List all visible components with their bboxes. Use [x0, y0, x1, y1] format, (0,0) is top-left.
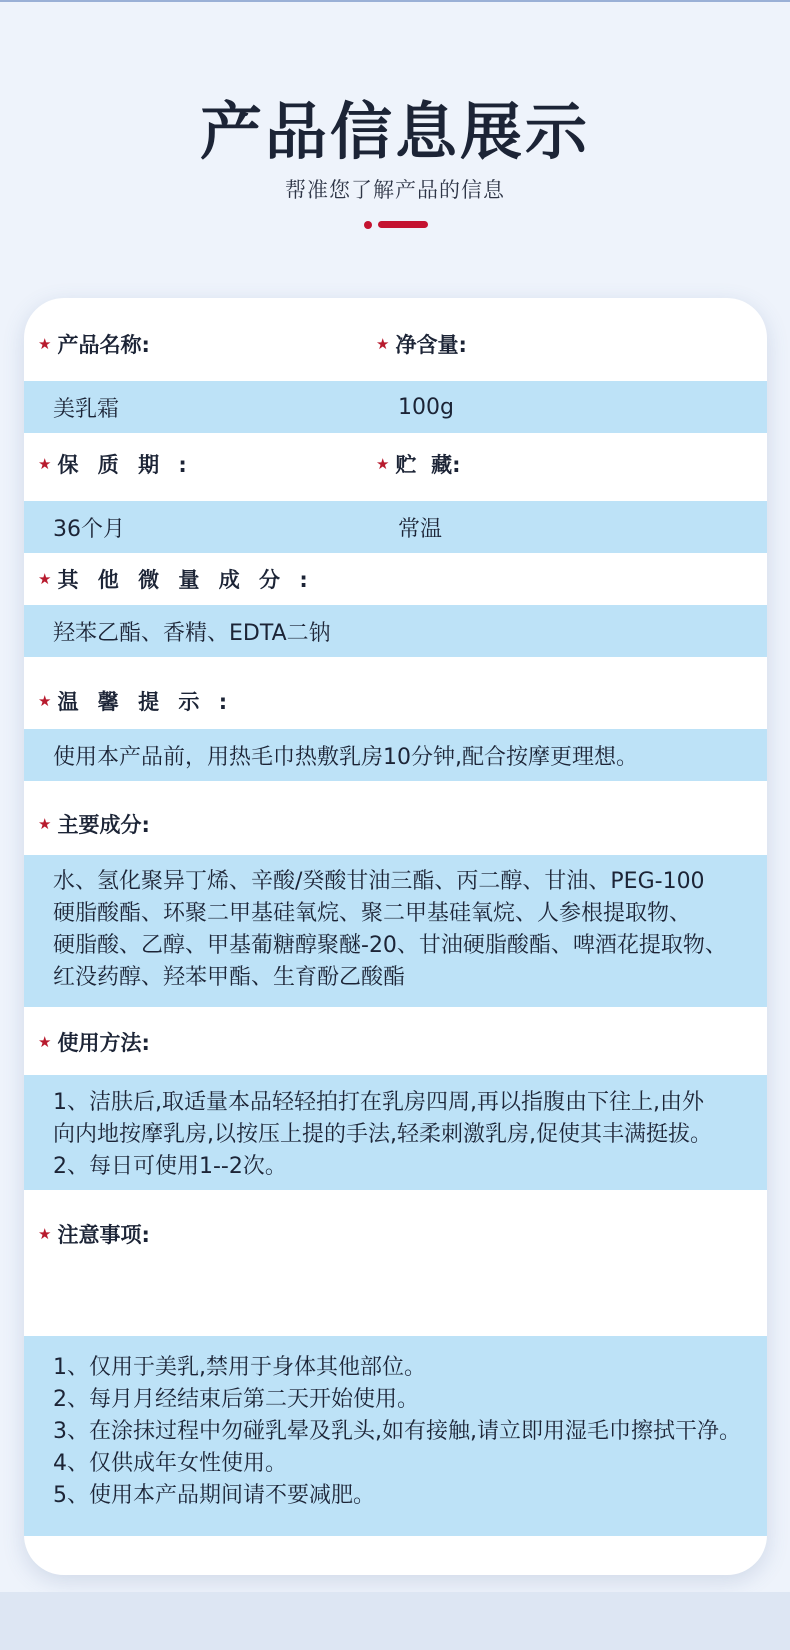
field-label-name: [38, 329, 150, 359]
field-label-usage: [38, 1027, 150, 1057]
page-title: 产品信息展示: [199, 95, 590, 168]
field-label-shelf-text: 保 质 期 :: [57, 453, 193, 477]
field-value-shelf: 36个月: [53, 516, 125, 542]
value-band-row1: [24, 381, 767, 433]
star-icon: ★: [38, 692, 52, 710]
field-label-storage: [376, 449, 460, 479]
text-line: 水、氢化聚异丁烯、辛酸/癸酸甘油三酯、丙二醇、甘油、PEG-100: [53, 869, 705, 894]
field-label-notes-text: 注意事项:: [57, 1223, 150, 1247]
star-icon: ★: [38, 455, 52, 473]
value-band-row2: [24, 501, 767, 553]
field-label-other: [38, 564, 314, 594]
value-band-usage: [24, 1075, 767, 1190]
text-line: 4、仅供成年女性使用。: [53, 1451, 287, 1476]
star-icon: ★: [38, 1033, 52, 1051]
text-line: 红没药醇、羟苯甲酯、生育酚乙酸酯: [53, 965, 406, 990]
field-label-tip-text: 温 馨 提 示 :: [57, 690, 234, 714]
usage-text: [53, 1087, 712, 1183]
text-line: 1、洁肤后,取适量本品轻轻拍打在乳房四周,再以指腹由下往上,由外: [53, 1090, 704, 1115]
star-icon: ★: [38, 570, 52, 588]
value-band-other: [24, 605, 767, 657]
page-subtitle: 帮准您了解产品的信息: [285, 178, 505, 202]
accent-dot: [364, 221, 372, 229]
text-line: 1、仅用于美乳,禁用于身体其他部位。: [53, 1355, 426, 1380]
text-line: 硬脂酸酯、环聚二甲基硅氧烷、聚二甲基硅氧烷、人参根提取物、: [53, 901, 692, 926]
star-icon: ★: [376, 335, 390, 353]
notes-text: [53, 1352, 741, 1512]
field-label-shelf: [38, 449, 193, 479]
field-value-other: 羟苯乙酯、香精、EDTA二钠: [53, 620, 331, 646]
field-label-net-text: 净含量:: [395, 333, 467, 357]
value-band-notes: [24, 1336, 767, 1536]
field-label-tip: [38, 686, 233, 716]
field-value-net: 100g: [398, 394, 454, 420]
text-line: 2、每日可使用1--2次。: [53, 1154, 287, 1179]
field-value-tip: 使用本产品前，用热毛巾热敷乳房10分钟,配合按摩更理想。: [53, 744, 638, 770]
bottom-band: [0, 1592, 790, 1650]
field-label-main: [38, 809, 150, 839]
text-line: 5、使用本产品期间请不要减肥。: [53, 1483, 375, 1508]
text-line: 2、每月月经结束后第二天开始使用。: [53, 1387, 419, 1412]
text-line: 向内地按摩乳房,以按压上提的手法,轻柔刺激乳房,促使其丰满挺拔。: [53, 1122, 712, 1147]
value-band-main: [24, 855, 767, 1007]
main-ingredients-text: [53, 866, 727, 994]
field-value-storage: 常温: [398, 516, 443, 542]
field-value-name: 美乳霜: [53, 396, 120, 422]
text-line: 3、在涂抹过程中勿碰乳晕及乳头,如有接触,请立即用湿毛巾擦拭干净。: [53, 1419, 741, 1444]
star-icon: ★: [376, 455, 390, 473]
star-icon: ★: [38, 335, 52, 353]
field-label-name-text: 产品名称:: [57, 333, 150, 357]
value-band-tip: [24, 729, 767, 781]
field-label-main-text: 主要成分:: [57, 813, 150, 837]
field-label-other-text: 其 他 微 量 成 分 :: [57, 568, 314, 592]
info-card: [24, 298, 767, 1575]
field-label-usage-text: 使用方法:: [57, 1031, 150, 1055]
field-label-net: [376, 329, 467, 359]
top-divider: [0, 0, 790, 2]
field-label-storage-text: 贮 藏:: [395, 453, 461, 477]
star-icon: ★: [38, 1225, 52, 1243]
star-icon: ★: [38, 815, 52, 833]
field-label-notes: [38, 1219, 150, 1249]
text-line: 硬脂酸、乙醇、甲基葡糖醇聚醚-20、甘油硬脂酸酯、啤酒花提取物、: [53, 933, 727, 958]
accent-bar: [378, 221, 428, 228]
